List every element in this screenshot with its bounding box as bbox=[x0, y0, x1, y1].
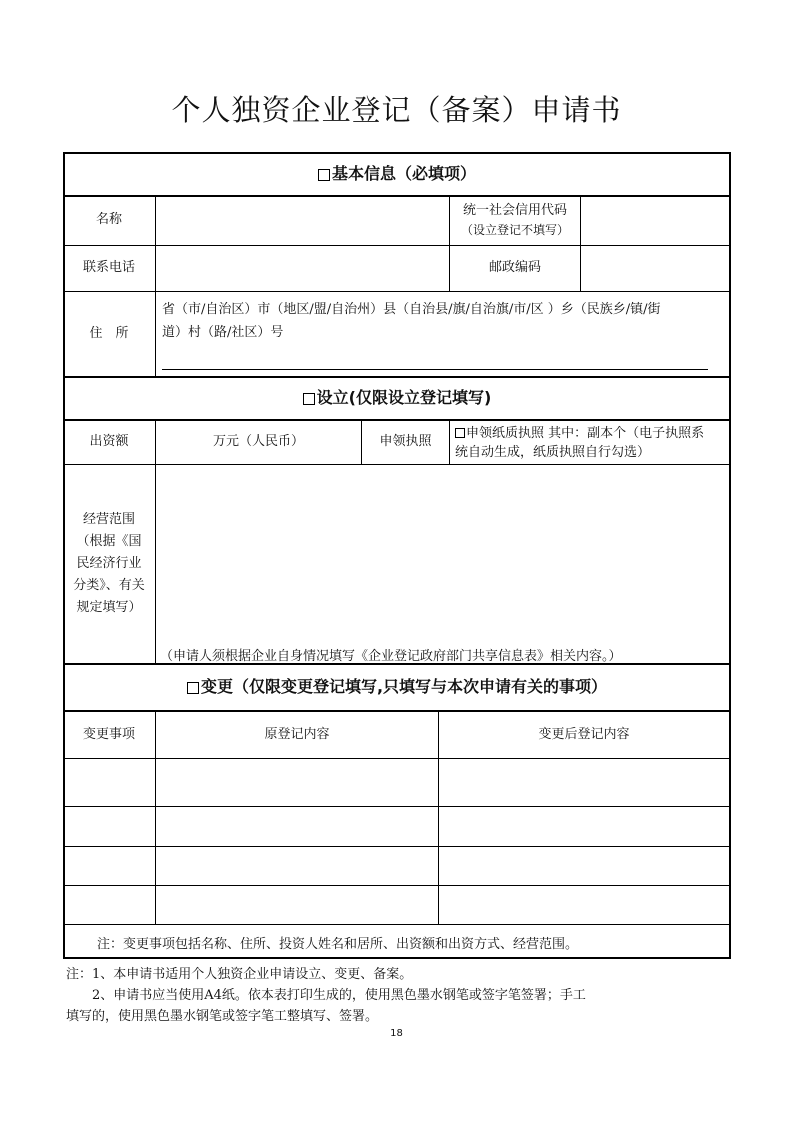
setup-header: 设立(仅限设立登记填写) bbox=[63, 378, 731, 419]
phone-label: 联系电话 bbox=[82, 260, 135, 276]
basic-info-header: 基本信息（必填项） bbox=[63, 154, 731, 195]
capital-unit[interactable]: 万元（人民币） bbox=[212, 434, 304, 450]
phone-field[interactable] bbox=[156, 246, 449, 291]
col-original: 原登记内容 bbox=[264, 726, 330, 742]
page-number: 18 bbox=[390, 1028, 403, 1039]
checkbox-icon[interactable] bbox=[318, 169, 330, 181]
footnotes: 注：1、本申请书适用个人独资企业申请设立、变更、备案。 2、申请书应当使用A4纸。依本表打印生成的，使用黑色墨水钢笔或签字笔签署；手工 填写的，使用黑色墨水钢笔或签字笔工整填写、签署。 bbox=[66, 967, 586, 1024]
license-option[interactable]: 申领纸质执照 其中：副本个（电子执照系 统自动生成，纸质执照自行勾选） bbox=[455, 426, 705, 460]
address-label: 住 所 bbox=[89, 325, 129, 341]
table-row[interactable] bbox=[63, 759, 731, 806]
change-header: 变更（仅限变更登记填写,只填写与本次申请有关的事项） bbox=[63, 665, 731, 710]
col-after: 变更后登记内容 bbox=[538, 726, 630, 742]
col-change-item: 变更事项 bbox=[82, 726, 135, 742]
capital-label: 出资额 bbox=[89, 434, 129, 450]
postcode-label: 邮政编码 bbox=[488, 260, 541, 276]
page-title: 个人独资企业登记（备案）申请书 bbox=[171, 93, 622, 127]
address-field[interactable]: 省（市/自治区）市（地区/盟/自治州）县（自治县/旗/自治旗/市/区 ）乡（民族乡/镇/街 道）村（路/社区）号 bbox=[162, 302, 661, 340]
checkbox-icon[interactable] bbox=[187, 682, 199, 694]
credit-code-field[interactable] bbox=[581, 196, 729, 245]
scope-label: 经营范围 （根据《国 民经济行业 分类》、有关 规定填写） bbox=[73, 512, 145, 615]
table-row[interactable] bbox=[63, 886, 731, 924]
checkbox-icon[interactable] bbox=[303, 393, 315, 405]
change-note: 注：变更事项包括名称、住所、投资人姓名和居所、出资额和出资方式、经营范围。 bbox=[97, 937, 579, 952]
table-row[interactable] bbox=[63, 807, 731, 846]
postcode-field[interactable] bbox=[581, 246, 729, 291]
checkbox-icon[interactable] bbox=[455, 428, 465, 438]
name-field[interactable] bbox=[156, 196, 449, 245]
credit-code-label: 统一社会信用代码 （设立登记不填写） bbox=[460, 203, 569, 238]
scope-note: （申请人须根据企业自身情况填写《企业登记政府部门共享信息表》相关内容。） bbox=[160, 649, 622, 664]
name-label: 名称 bbox=[95, 212, 122, 228]
license-label: 申领执照 bbox=[379, 434, 432, 450]
scope-field[interactable] bbox=[156, 465, 729, 663]
table-row[interactable] bbox=[63, 847, 731, 885]
